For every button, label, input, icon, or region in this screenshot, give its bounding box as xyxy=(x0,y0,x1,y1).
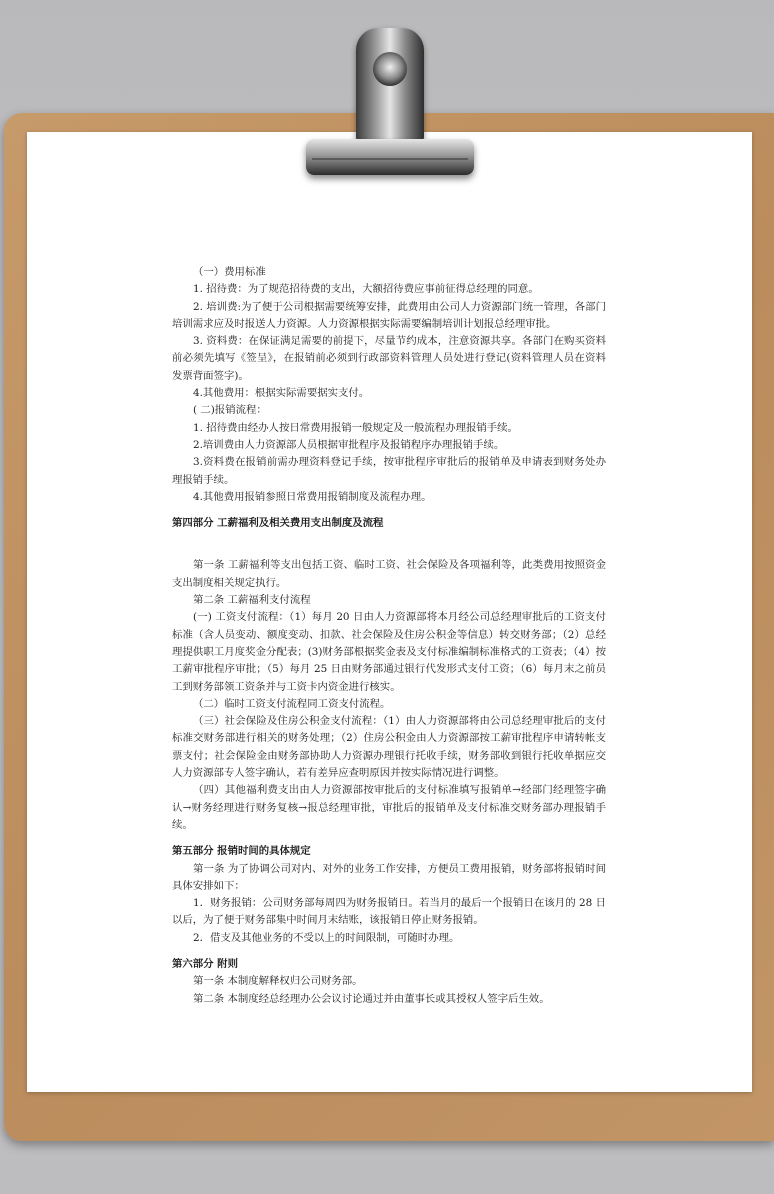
process-item-materials: 3.资料费在报销前需办理资料登记手续，按审批程序审批后的报销单及申请表到财务处办理报销手续。 xyxy=(172,456,606,486)
part4-heading: 第四部分 工薪福利及相关费用支出制度及流程 xyxy=(172,517,384,530)
part5-item1: 1．财务报销：公司财务部每周四为财务报销日。若当月的最后一个报销日在该月的 28 日以后，为了便于财务部集中时间月末结账，该报销日停止财务报销。 xyxy=(172,897,606,927)
part4-article2: 第二条 工薪福利支付流程 xyxy=(193,594,311,607)
part6-article1: 第一条 本制度解释权归公司财务部。 xyxy=(193,975,363,988)
cost-item-entertainment: 1. 招待费：为了规范招待费的支出，大额招待费应事前征得总经理的同意。 xyxy=(193,283,539,296)
cost-item-training: 2. 培训费:为了便于公司根据需要统筹安排，此费用由公司人力资源部门统一管理，各部门培训需求应及时报送人力资源。人力资源根据实际需要编制培训计划报总经理审批。 xyxy=(172,300,606,330)
part4-social-insurance: （三）社会保险及住房公积金支付流程：（1）由人力资源部将由公司总经理审批后的支付标准交财务部进行相关的财务处理；（2）住房公积金由人力资源部按工薪审批程序申请转帐支票支付；社会保险金由财务部协助人力资源办理银行托收手续，财务部收到银行托收单据应交人力资源部专人签字确认，若有差异应查明原因并按实际情况进行调整。 xyxy=(172,715,606,780)
part5-item2: 2．借支及其他业务的不受以上的时间限制，可随时办理。 xyxy=(193,931,460,944)
binder-clip-edge xyxy=(312,158,468,160)
part4-salary-process: (一) 工资支付流程：（1）每月 20 日由人力资源部将本月经公司总经理审批后的工资支付标准（含人员变动、额度变动、扣款、社会保险及住房公积金等信息）转交财务部；（2）总经理提供职工月度奖金分配表；(3)财务部根据奖金表及支付标准编制标准格式的工资表；（4）按工薪审批程序审批；（5）每月 25 日由财务部通过银行代发形式支付工资；（6）每月末之前员工到财务部领工资条并与工资卡内资金进行核实。 xyxy=(172,611,606,693)
part4-article1: 第一条 工薪福利等支出包括工资、临时工资、社会保险及各项福利等，此类费用按照资金支出制度相关规定执行。 xyxy=(172,559,606,589)
cost-standard-heading: （一）费用标准 xyxy=(193,266,266,278)
cost-item-materials: 3. 资料费：在保证满足需要的前提下，尽量节约成本，注意资源共享。各部门在购买资料前必须先填写《签呈》，在报销前必须到行政部资料管理人员处进行登记(资料管理人员在资料发票背面签字)。 xyxy=(172,335,606,382)
binder-clip-hole-icon xyxy=(373,52,407,86)
process-item-other: 4.其他费用报销参照日常费用报销制度及流程办理。 xyxy=(193,490,432,503)
part6-heading: 第六部分 附则 xyxy=(172,957,238,970)
cost-item-other: 4.其他费用：根据实际需要据实支付。 xyxy=(193,387,370,400)
process-heading: ( 二)报销流程： xyxy=(193,404,267,417)
document-body xyxy=(172,264,606,1008)
binder-clip-base-icon xyxy=(306,139,474,175)
part5-heading: 第五部分 报销时间的具体规定 xyxy=(172,845,311,858)
part4-temp-salary: （二）临时工资支付流程同工资支付流程。 xyxy=(193,697,391,710)
part5-article1: 第一条 为了协调公司对内、对外的业务工作安排，方便员工费用报销，财务部将报销时间具体安排如下： xyxy=(172,862,606,892)
process-item-entertainment: 1. 招待费由经办人按日常费用报销一般规定及一般流程办理报销手续。 xyxy=(193,421,518,434)
part6-article2: 第二条 本制度经总经理办公会议讨论通过并由董事长或其授权人签字后生效。 xyxy=(193,992,550,1005)
part4-other-welfare: （四）其他福利费支出由人力资源部按审批后的支付标准填写报销单→经部门经理签字确认→财务经理进行财务复核→报总经理审批，审批后的报销单及支付标准交财务部办理报销手续。 xyxy=(172,784,606,831)
process-item-training: 2.培训费由人力资源部人员根据审批程序及报销程序办理报销手续。 xyxy=(193,438,505,451)
